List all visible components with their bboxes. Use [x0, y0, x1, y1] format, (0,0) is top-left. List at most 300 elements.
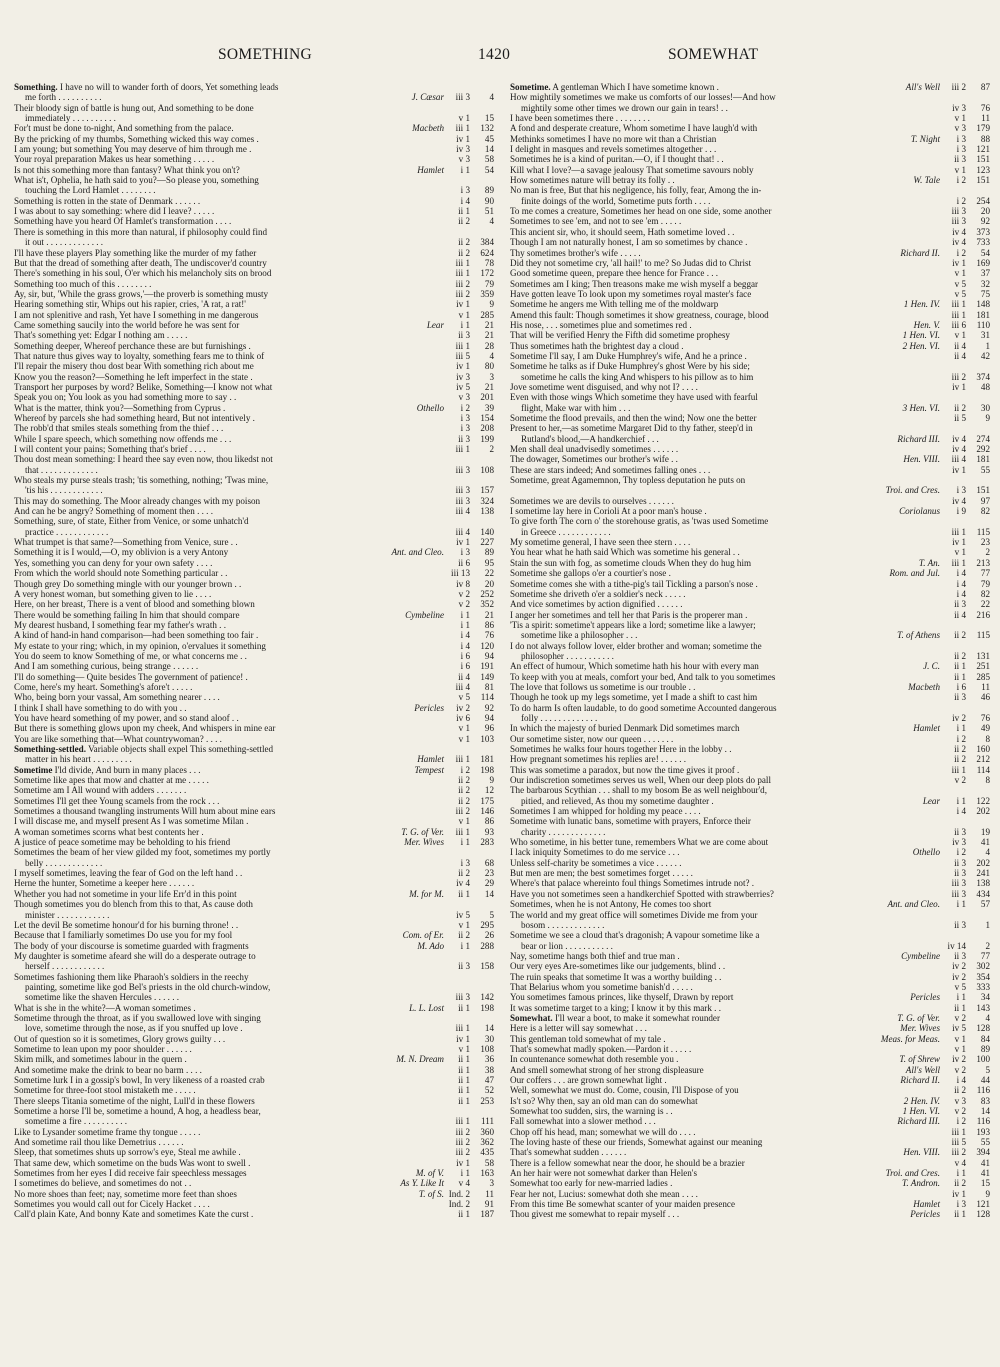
act-scene-ref: iv 3	[456, 371, 470, 382]
quotation-text: that . . . . . . . . . . . . .	[25, 464, 98, 475]
quotation-text: Like to Lysander sometime frame thy tongue . . . . .	[14, 1126, 201, 1137]
quotation-text: Sleep, that sometimes shuts up sorrow's eye, Steal me awhile .	[14, 1147, 241, 1158]
quotation-text: I'll repair the misery thou dost bear With something rich about me	[14, 361, 254, 372]
line-number: 359	[480, 288, 494, 299]
act-scene-ref: i 3	[460, 857, 470, 868]
quotation-text: Something is rotten in the state of Denmark . . . . . .	[14, 195, 201, 206]
act-scene-ref: ii 1	[458, 206, 470, 217]
act-scene-ref: i 1	[460, 164, 470, 175]
quotation-text: immediately . . . . . . . . . .	[25, 113, 116, 124]
quotation-text: Well, somewhat we must do. Come, cousin, I'll Dispose of you	[510, 1085, 739, 1096]
concordance-line	[510, 1023, 990, 1033]
quotation-text: Something. I have no will to wander forth of doors, Yet something leads	[14, 82, 279, 92]
quotation-text: This may do something. The Moor already changes with my poison	[14, 495, 261, 506]
quotation-text: Our very eyes Are-sometimes like our judgements, blind . .	[510, 961, 726, 972]
line-number: 274	[976, 433, 990, 444]
act-scene-ref: iii 1	[951, 299, 966, 310]
quotation-text: Though grey Do something mingle with our younger brown . .	[14, 578, 242, 589]
act-scene-ref: iv 2	[952, 1054, 966, 1065]
quotation-text: Our sometime sister, now our queen . . . . . . .	[510, 733, 674, 744]
concordance-line	[14, 972, 494, 982]
act-scene-ref: ii 6	[458, 557, 470, 568]
play-title: Cymbeline	[901, 950, 940, 961]
concordance-line	[510, 1013, 990, 1023]
quotation-text: bear or lion . . . . . . . . . . .	[521, 940, 613, 951]
concordance-line	[14, 1085, 494, 1095]
act-scene-ref: iii 1	[455, 257, 470, 268]
quotation-text: Sometimes a thousand twangling instruments Will hum about mine ears	[14, 806, 276, 817]
act-scene-ref: iii 1	[455, 826, 470, 837]
act-scene-ref: ii 2	[458, 775, 470, 786]
line-number: 216	[976, 609, 990, 620]
line-number: 360	[480, 1126, 494, 1137]
quotation-text: Though sometimes you do blench from this to that, As cause doth	[14, 899, 253, 910]
act-scene-ref: v 3	[458, 392, 470, 403]
quotation-text: Somewhat too sudden, sirs, the warning is . .	[510, 1106, 673, 1117]
quotation-text: How sometimes nature will betray its folly . .	[510, 175, 675, 186]
concordance-line	[14, 899, 494, 909]
act-scene-ref: iii 1	[951, 764, 966, 775]
line-number: 154	[480, 413, 494, 423]
concordance-line	[14, 630, 494, 640]
play-title: T. of Athens	[897, 630, 940, 641]
quotation-text: I am young; but something You may deserve of him through me .	[14, 144, 252, 155]
act-scene-ref: iv 4	[952, 226, 966, 237]
act-scene-ref: ii 2	[458, 868, 470, 879]
act-scene-ref: ii 2	[954, 650, 966, 661]
line-number: 14	[484, 144, 494, 155]
play-title: T. G. of Ver.	[897, 1012, 940, 1023]
quotation-text: To do harm Is often laudable, to do good sometime Accounted dangerous	[510, 702, 777, 713]
quotation-text: This was sometime a paradox, but now the time gives it proof .	[510, 764, 740, 775]
concordance-line	[14, 258, 494, 268]
headword: Sometime	[14, 764, 53, 775]
line-number: 30	[980, 402, 990, 413]
concordance-line	[14, 672, 494, 682]
act-scene-ref: iii 2	[455, 806, 470, 817]
concordance-line	[14, 1116, 494, 1126]
quotation-text: Sometimes to see 'em, and not to see 'em . . . . .	[510, 216, 682, 227]
quotation-text: What is't, Ophelia, he hath said to you?—So please you, something	[14, 175, 259, 186]
quotation-text: Something-settled. Variable objects shall expel This something-settled	[14, 744, 274, 754]
quotation-text: There is a fellow somewhat near the door, he should be a brazier	[510, 1157, 745, 1168]
concordance-line	[14, 754, 494, 764]
play-title: Tempest	[414, 764, 444, 775]
quotation-text: No more shoes than feet; nay, sometime more feet than shoes	[14, 1188, 237, 1199]
line-number: 149	[480, 671, 494, 682]
headword: Sometime.	[510, 82, 551, 92]
quotation-text: Where's that palace whereinto foul things Sometimes intrude not? .	[510, 878, 755, 889]
quotation-text: And sometime make the drink to bear no barm . . . .	[14, 1064, 202, 1075]
line-number: 138	[480, 506, 494, 517]
play-title: T. of S.	[418, 1188, 444, 1199]
line-number: 81	[484, 681, 494, 692]
quotation-text: mightily some other times we drown our gain in tears! . .	[521, 102, 728, 113]
quotation-text: Sometimes I am whipped for holding my peace . . . .	[510, 806, 701, 817]
quotation-text: The love that follows us sometime is our trouble . .	[510, 681, 696, 692]
quotation-text: Whether you had not sometime in your life Err'd in this point	[14, 888, 237, 899]
concordance-line	[510, 113, 990, 123]
act-scene-ref: iii 2	[455, 1137, 470, 1148]
concordance-line	[510, 279, 990, 289]
act-scene-ref: v 1	[954, 330, 966, 341]
quotation-text: Because that I familiarly sometimes Do use you for my fool	[14, 930, 233, 941]
play-title: Lear	[922, 795, 940, 806]
concordance-line	[510, 868, 990, 878]
concordance-line	[510, 382, 990, 392]
concordance-line	[14, 858, 494, 868]
line-number: 115	[976, 630, 990, 641]
quotation-text: Did they not sometime cry, 'all hail!' to me? So Judas did to Christ	[510, 257, 752, 268]
act-scene-ref: i 2	[460, 402, 470, 413]
act-scene-ref: iii 3	[951, 878, 966, 889]
play-title: 1 Hen. VI.	[902, 1106, 940, 1117]
line-number: 111	[481, 1116, 494, 1127]
quotation-text: You have heard something of my power, and so stand aloof . .	[14, 712, 239, 723]
act-scene-ref: iii 3	[455, 992, 470, 1003]
act-scene-ref: ii 2	[458, 237, 470, 248]
concordance-line	[510, 899, 990, 909]
quotation-text: My daughter is sometime afeard she will do a desperate outrage to	[14, 950, 256, 961]
quotation-text: Is't so? Why then, say an old man can do somewhat	[510, 1095, 698, 1106]
line-number: 384	[480, 237, 494, 248]
act-scene-ref: v 4	[954, 1157, 966, 1168]
concordance-line	[510, 723, 990, 733]
quotation-text: How pregnant sometimes his replies are! . . . . . .	[510, 754, 687, 765]
act-scene-ref: iv 1	[952, 381, 966, 392]
quotation-text: Is not this something more than fantasy? What think you on't?	[14, 164, 240, 175]
concordance-line	[14, 941, 494, 951]
concordance-line	[510, 82, 990, 92]
concordance-line	[510, 92, 990, 102]
concordance-line	[14, 703, 494, 713]
concordance-line	[510, 1209, 990, 1219]
line-number: 37	[980, 268, 990, 279]
quotation-text: From this time Be somewhat scanter of your maiden presence	[510, 1199, 736, 1210]
concordance-line	[510, 196, 990, 206]
concordance-line	[14, 123, 494, 133]
act-scene-ref: i 4	[460, 630, 470, 641]
act-scene-ref: iv 1	[456, 299, 470, 310]
act-scene-ref: ii 3	[954, 950, 966, 961]
quotation-text: Rutland's blood,—A handkerchief . . .	[521, 433, 659, 444]
act-scene-ref: v 5	[954, 288, 966, 299]
quotation-text: A very honest woman, but something given to lie . . . .	[14, 588, 212, 599]
quotation-text: These are stars indeed; And sometimes falling ones . . .	[510, 464, 711, 475]
quotation-text: Even with those wings Which sometime they have used with fearful	[510, 392, 758, 403]
concordance-line	[14, 1075, 494, 1085]
act-scene-ref: iii 3	[455, 495, 470, 506]
concordance-line	[14, 372, 494, 382]
act-scene-ref: ii 2	[954, 630, 966, 641]
quotation-text: Have gotten leave To look upon my sometimes royal master's face	[510, 288, 752, 299]
headword: Somewhat.	[510, 1012, 553, 1023]
quotation-text: That will be verified Henry the Fifth did sometime prophesy	[510, 330, 730, 341]
line-number: 121	[976, 1199, 990, 1210]
quotation-text: The loving haste of these our friends, Somewhat against our meaning	[510, 1137, 763, 1148]
line-number: 41	[980, 1168, 990, 1179]
quotation-text: I'll have these players Play something like the murder of my father	[14, 247, 257, 258]
play-title: T. Night	[910, 133, 940, 144]
act-scene-ref: i 1	[956, 992, 966, 1003]
quotation-text: Let the devil Be sometime honour'd for his burning throne! . .	[14, 919, 239, 930]
quotation-text: Stain the sun with fog, as sometime clouds When they do hug him	[510, 557, 752, 568]
quotation-text: While I spare speech, which something now offends me . . .	[14, 433, 232, 444]
quotation-text: Who steals my purse steals trash; 'tis something, nothing; 'Twas mine,	[14, 475, 269, 486]
quotation-text: Sometime lurk I in a gossip's bowl, In very likeness of a roasted crab	[14, 1075, 265, 1085]
quotation-text: But there is something glows upon my cheek, And whispers in mine ear	[14, 723, 276, 734]
quotation-text: in Greece . . . . . . . . . . . .	[521, 526, 611, 537]
line-number: 36	[484, 1054, 494, 1065]
play-title: Meas. for Meas.	[880, 1033, 940, 1044]
quotation-text: philosopher . . . . . . . . . . .	[521, 650, 614, 661]
concordance-line	[510, 258, 990, 268]
concordance-line	[510, 103, 990, 113]
concordance-line	[510, 1106, 990, 1116]
line-number: 89	[484, 185, 494, 196]
concordance-line	[14, 403, 494, 413]
line-number: 15	[484, 113, 494, 124]
quotation-text: touching the Lord Hamlet . . . . . . . .	[25, 185, 156, 196]
quotation-text: What is she in the white?—A woman sometimes .	[14, 1002, 196, 1013]
line-number: 733	[976, 237, 990, 248]
play-title: M. Ado	[417, 940, 444, 951]
act-scene-ref: iii 1	[951, 557, 966, 568]
line-number: 151	[976, 485, 990, 496]
line-number: 88	[980, 133, 990, 144]
line-number: 212	[976, 754, 990, 765]
concordance-line	[14, 785, 494, 795]
act-scene-ref: i 1	[956, 899, 966, 910]
act-scene-ref: i 4	[956, 806, 966, 817]
line-number: 191	[480, 661, 494, 672]
quotation-text: sometime a fire . . . . . . . . . .	[25, 1116, 128, 1127]
concordance-line	[510, 372, 990, 382]
concordance-line	[14, 248, 494, 258]
act-scene-ref: iv 1	[456, 1033, 470, 1044]
quotation-text: 'Tis a spirit: sometime't appears like a lord; sometime like a lawyer;	[510, 619, 756, 630]
line-number: 76	[980, 102, 990, 113]
concordance-line	[14, 330, 494, 340]
line-number: 295	[480, 919, 494, 930]
line-number: 198	[480, 1002, 494, 1013]
act-scene-ref: ii 3	[458, 330, 470, 341]
act-scene-ref: iv 1	[456, 133, 470, 144]
quotation-text: Sometime he angers me With telling me of the moldwarp	[510, 299, 719, 310]
line-number: 3	[489, 371, 494, 382]
play-title: As Y. Like It	[400, 1178, 444, 1189]
act-scene-ref: Ind. 2	[448, 1188, 470, 1199]
act-scene-ref: iii 1	[455, 444, 470, 455]
quotation-text: That's somewhat madly spoken.—Pardon it . . . . .	[510, 1043, 692, 1054]
concordance-line	[14, 661, 494, 671]
act-scene-ref: iv 4	[456, 878, 470, 889]
line-number: 89	[484, 547, 494, 558]
line-number: 90	[484, 195, 494, 206]
quotation-text: I anger her sometimes and tell her that Paris is the properer man .	[510, 609, 748, 620]
concordance-line	[510, 972, 990, 982]
act-scene-ref: v 1	[458, 723, 470, 734]
quotation-text: The barbarous Scythian . . . shall to my bosom Be as well neighbour'd,	[510, 785, 767, 796]
quotation-text: To me comes a creature, Sometimes her head on one side, some another	[510, 206, 772, 217]
act-scene-ref: i 1	[956, 723, 966, 734]
act-scene-ref: i 2	[956, 1116, 966, 1127]
act-scene-ref: ii 2	[954, 744, 966, 754]
concordance-line	[510, 454, 990, 464]
act-scene-ref: iv 8	[456, 578, 470, 589]
act-scene-ref: ii 1	[954, 661, 966, 672]
play-title: Othello	[416, 402, 444, 413]
line-number: 148	[976, 299, 990, 310]
concordance-line	[510, 1075, 990, 1085]
play-title: Richard III.	[897, 1116, 940, 1127]
quotation-text: What is the matter, think you?—Something from Cyprus .	[14, 402, 226, 413]
line-number: 103	[480, 733, 494, 744]
play-title: Rom. and Jul.	[889, 568, 940, 579]
quotation-text: Sometime she gallops o'er a courtier's nose .	[510, 568, 671, 579]
concordance-line	[14, 568, 494, 578]
quotation-text: That same dew, which sometime on the buds Was wont to swell .	[14, 1157, 251, 1168]
concordance-line	[510, 1034, 990, 1044]
line-number: 58	[484, 1157, 494, 1168]
concordance-line	[510, 630, 990, 640]
quotation-text: You hear what he hath said Which was sometime his general . .	[510, 547, 740, 558]
play-title: Hen. VIII.	[903, 454, 940, 465]
line-number: 108	[480, 1043, 494, 1054]
line-number: 15	[980, 1178, 990, 1189]
concordance-line	[14, 506, 494, 516]
act-scene-ref: iv 3	[952, 837, 966, 848]
quotation-text: Something too much of this . . . . . . . .	[14, 278, 152, 289]
line-number: 5	[489, 909, 494, 920]
quotation-text: Thy sometimes brother's wife . . . . .	[510, 247, 641, 258]
concordance-line	[510, 1137, 990, 1147]
act-scene-ref: i 6	[460, 650, 470, 661]
line-number: 253	[480, 1095, 494, 1106]
page-number: 1420	[478, 46, 511, 63]
line-number: 51	[484, 206, 494, 217]
act-scene-ref: i 2	[956, 195, 966, 206]
concordance-line	[14, 920, 494, 930]
quotation-text: My sometime general, I have seen thee stern . . . .	[510, 537, 691, 548]
line-number: 79	[484, 278, 494, 289]
quotation-text: matter in his heart . . . . . . . . .	[25, 754, 132, 765]
act-scene-ref: iii 1	[455, 340, 470, 351]
act-scene-ref: iii 3	[455, 464, 470, 475]
concordance-line	[510, 1065, 990, 1075]
concordance-line	[14, 1158, 494, 1168]
line-number: 123	[976, 164, 990, 175]
headword: Something.	[14, 82, 58, 92]
concordance-line	[510, 734, 990, 744]
concordance-line	[510, 175, 990, 185]
line-number: 52	[484, 1085, 494, 1096]
quotation-text: Yes, something you can deny for your own safety . . . .	[14, 557, 213, 568]
act-scene-ref: iv 1	[456, 361, 470, 372]
quotation-text: A justice of peace sometime may be beholding to his friend	[14, 837, 231, 848]
act-scene-ref: iii 3	[951, 216, 966, 227]
line-number: 39	[484, 402, 494, 413]
play-title: T. Andron.	[902, 1178, 940, 1189]
line-number: 394	[976, 1147, 990, 1158]
concordance-line	[14, 434, 494, 444]
concordance-line	[510, 816, 990, 826]
act-scene-ref: iii 2	[455, 1126, 470, 1137]
line-number: 288	[480, 940, 494, 951]
concordance-line	[14, 589, 494, 599]
quotation-text: How mightily sometimes we make us comforts of our losses!—And how	[510, 92, 776, 103]
line-number: 41	[980, 837, 990, 848]
quotation-text: pitied, and relieved, As thou my sometime daughter .	[521, 795, 714, 806]
play-title: Hen. VIII.	[903, 1147, 940, 1158]
line-number: 55	[980, 1137, 990, 1148]
act-scene-ref: iv 3	[952, 102, 966, 113]
line-number: 128	[976, 1023, 990, 1034]
quotation-text: Sometime I'll say, I am Duke Humphrey's wife, And he a prince .	[510, 350, 747, 361]
line-number: 44	[980, 1075, 990, 1085]
line-number: 120	[480, 640, 494, 651]
quotation-text: Somewhat. I'll wear a boot, to make it somewhat rounder	[510, 1012, 721, 1023]
concordance-line	[510, 134, 990, 144]
line-number: 285	[480, 309, 494, 320]
line-number: 158	[480, 961, 494, 972]
quotation-text: Come, here's my heart. Something's afore't . . . . .	[14, 681, 193, 692]
concordance-line	[14, 1034, 494, 1044]
play-title: Mer. Wives	[404, 837, 444, 848]
act-scene-ref: v 1	[954, 1033, 966, 1044]
quotation-text: But men are men; the best sometimes forget . . . . .	[510, 868, 693, 879]
act-scene-ref: ii 1	[458, 1085, 470, 1096]
act-scene-ref: i 1	[956, 1168, 966, 1179]
line-number: 302	[976, 961, 990, 972]
act-scene-ref: ii 3	[458, 433, 470, 444]
line-number: 34	[980, 992, 990, 1003]
quotation-text: Somewhat too early for new-married ladies .	[510, 1178, 673, 1189]
act-scene-ref: i 2	[956, 733, 966, 744]
quotation-text: In countenance somewhat doth resemble you .	[510, 1054, 679, 1065]
quotation-text: sometime like a philosopher . . .	[521, 630, 638, 641]
line-number: 108	[480, 464, 494, 475]
concordance-line	[510, 744, 990, 754]
concordance-line	[510, 754, 990, 764]
quotation-text: Who sometime, in his better tune, remembers What we are come about	[510, 837, 769, 848]
line-number: 23	[484, 868, 494, 879]
quotation-text: me forth . . . . . . . . . .	[25, 92, 102, 103]
concordance-line	[510, 475, 990, 485]
concordance-line	[510, 599, 990, 609]
quotation-text: Came something saucily into the world before he was sent for	[14, 319, 240, 330]
act-scene-ref: iii 2	[951, 82, 966, 92]
concordance-line	[510, 1054, 990, 1064]
concordance-line	[510, 516, 990, 526]
play-title: Troi. and Cres.	[885, 1168, 940, 1179]
line-number: 42	[980, 350, 990, 361]
concordance-line	[510, 547, 990, 557]
act-scene-ref: iii 2	[455, 278, 470, 289]
line-number: 374	[976, 371, 990, 382]
concordance-line	[510, 1096, 990, 1106]
line-number: 160	[976, 744, 990, 754]
line-number: 54	[484, 164, 494, 175]
play-title: J. Cæsar	[411, 92, 444, 103]
line-number: 82	[980, 588, 990, 599]
play-title: Coriolanus	[899, 506, 940, 517]
concordance-line	[14, 134, 494, 144]
quotation-text: Sometime I'ld divide, And burn in many places . . .	[14, 764, 201, 775]
quotation-text: Nay, sometime hangs both thief and true man .	[510, 950, 680, 961]
concordance-line	[14, 444, 494, 454]
concordance-line	[14, 547, 494, 557]
